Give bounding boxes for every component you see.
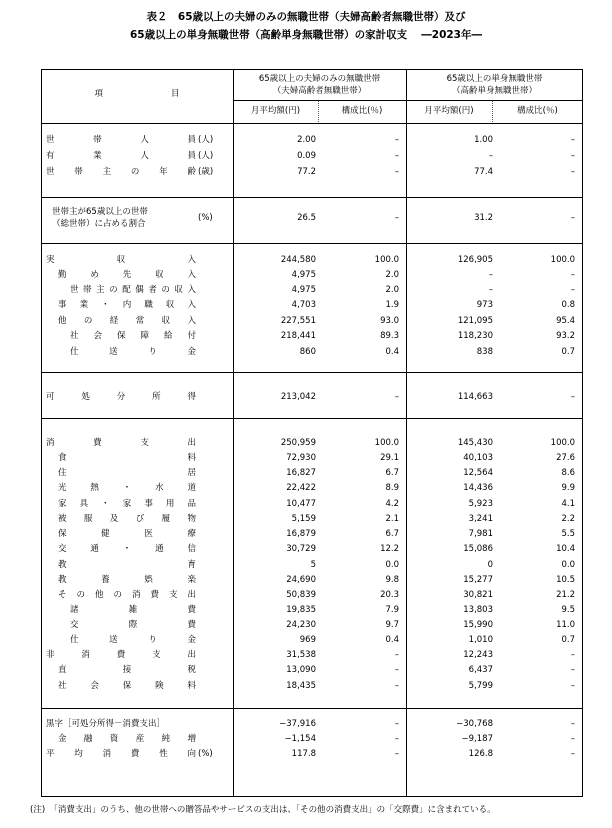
cell-v2: 1.00 bbox=[474, 135, 493, 145]
row-unit: (%) bbox=[198, 749, 213, 759]
row-label: 仕送り金 bbox=[70, 635, 196, 645]
cell-v1: 2.00 bbox=[297, 135, 316, 145]
row-label: 食料 bbox=[58, 453, 196, 463]
cell-r2: – bbox=[570, 167, 575, 177]
cell-r2: 10.5 bbox=[556, 575, 575, 585]
cell-r1: 9.8 bbox=[385, 575, 399, 585]
row-label: 諸雑費 bbox=[70, 605, 196, 615]
cell-r1: – bbox=[394, 167, 399, 177]
table-row bbox=[41, 482, 583, 495]
row-label: 交通・通信 bbox=[58, 544, 196, 554]
cell-v2: 973 bbox=[476, 300, 493, 310]
cell-v2: −9,187 bbox=[461, 734, 493, 744]
cell-r2: – bbox=[570, 270, 575, 280]
cell-v2: 15,990 bbox=[463, 620, 493, 630]
table-row bbox=[41, 604, 583, 617]
cell-v1: 4,703 bbox=[291, 300, 316, 310]
cell-r1: 0.0 bbox=[385, 560, 399, 570]
table-row bbox=[41, 315, 583, 328]
header-group2-sub: （高齢単身無職世帯） bbox=[451, 86, 537, 96]
row-label: その他の消費支出 bbox=[58, 590, 196, 600]
row-label: 世帯人員 bbox=[46, 135, 196, 145]
cell-r2: 0.0 bbox=[561, 560, 575, 570]
cell-r1: – bbox=[394, 749, 399, 759]
cell-v1: 22,422 bbox=[286, 483, 316, 493]
cell-v1: 213,042 bbox=[280, 392, 316, 402]
row-label: 教育 bbox=[58, 560, 196, 570]
header-item: 項 目 bbox=[94, 89, 180, 99]
table-row bbox=[41, 254, 583, 267]
cell-r2: – bbox=[570, 665, 575, 675]
cell-v1: 13,090 bbox=[286, 665, 316, 675]
table-row bbox=[41, 330, 583, 343]
cell-r1: 4.2 bbox=[385, 499, 399, 509]
row-label: 直接税 bbox=[58, 665, 196, 675]
cell-v2: 5,923 bbox=[468, 499, 493, 509]
cell-r1: 2.0 bbox=[385, 285, 399, 295]
cell-v2: 118,230 bbox=[457, 331, 493, 341]
cell-r1: 6.7 bbox=[385, 529, 399, 539]
cell-r2: 2.2 bbox=[561, 514, 575, 524]
header-monthly: 月平均額(円) bbox=[250, 106, 301, 116]
table-row bbox=[41, 589, 583, 602]
cell-r1: 93.0 bbox=[380, 316, 399, 326]
cell-v1: 10,477 bbox=[286, 499, 316, 509]
cell-r2: 95.4 bbox=[556, 316, 575, 326]
cell-v2: 5,799 bbox=[468, 681, 493, 691]
cell-r2: 9.9 bbox=[561, 483, 575, 493]
cell-v1: 19,835 bbox=[286, 605, 316, 615]
cell-v1: 4,975 bbox=[291, 270, 316, 280]
row-label: 教養娯楽 bbox=[58, 575, 196, 585]
cell-r2: 8.6 bbox=[561, 468, 575, 478]
cell-v2: 13,803 bbox=[463, 605, 493, 615]
cell-v1: 16,879 bbox=[286, 529, 316, 539]
cell-v1: 250,959 bbox=[280, 438, 316, 448]
row-label: 金融資産純増 bbox=[58, 734, 196, 744]
section-divider bbox=[41, 243, 583, 244]
table-row bbox=[41, 513, 583, 526]
cell-v1: 0.09 bbox=[297, 151, 316, 161]
table-title-line2: 65歳以上の単身無職世帯（高齢単身無職世帯）の家計収支 ―2023年― bbox=[130, 29, 482, 41]
cell-r2: – bbox=[570, 719, 575, 729]
cell-v2: 114,663 bbox=[457, 392, 493, 402]
cell-v2: 15,277 bbox=[463, 575, 493, 585]
row-label: 社会保険料 bbox=[58, 681, 196, 691]
table-row bbox=[41, 166, 583, 179]
cell-r2: 0.7 bbox=[561, 347, 575, 357]
cell-r2: 21.2 bbox=[556, 590, 575, 600]
cell-r2: 0.8 bbox=[561, 300, 575, 310]
row-label: 事業・内職収入 bbox=[58, 300, 196, 310]
table-row bbox=[41, 748, 583, 761]
cell-v2: 6,437 bbox=[468, 665, 493, 675]
table-row bbox=[41, 467, 583, 480]
cell-v2: 30,821 bbox=[463, 590, 493, 600]
table-row bbox=[41, 680, 583, 693]
cell-r1: – bbox=[394, 734, 399, 744]
row-label: 住居 bbox=[58, 468, 196, 478]
cell-r2: – bbox=[570, 681, 575, 691]
cell-v1: 77.2 bbox=[297, 167, 316, 177]
cell-v1: 26.5 bbox=[297, 213, 316, 223]
cell-v1: −37,916 bbox=[279, 719, 316, 729]
table-row bbox=[41, 299, 583, 312]
cell-r2: 10.4 bbox=[556, 544, 575, 554]
row-label: 家具・家事用品 bbox=[58, 499, 196, 509]
row-label: 社会保障給付 bbox=[70, 331, 196, 341]
table-row bbox=[41, 150, 583, 163]
row-label: 勤め先収入 bbox=[58, 270, 196, 280]
cell-v2: −30,768 bbox=[456, 719, 493, 729]
table-row bbox=[41, 718, 583, 731]
cell-r1: 89.3 bbox=[380, 331, 399, 341]
table-row bbox=[41, 574, 583, 587]
cell-v2: 15,086 bbox=[463, 544, 493, 554]
header-bottom-line bbox=[41, 123, 583, 124]
cell-v1: 4,975 bbox=[291, 285, 316, 295]
table-row bbox=[41, 346, 583, 359]
row-label: 実収入 bbox=[46, 255, 196, 265]
table-row bbox=[41, 649, 583, 662]
cell-v1: 72,930 bbox=[286, 453, 316, 463]
cell-r2: – bbox=[570, 135, 575, 145]
section-divider bbox=[41, 708, 583, 709]
cell-v1: 18,435 bbox=[286, 681, 316, 691]
cell-v2: – bbox=[488, 285, 493, 295]
cell-v1: 5,159 bbox=[291, 514, 316, 524]
cell-v2: 12,564 bbox=[463, 468, 493, 478]
cell-r2: 93.2 bbox=[556, 331, 575, 341]
row-label: 世帯主が65歳以上の世帯 （総世帯）に占める割合 bbox=[52, 207, 148, 229]
cell-v2: 838 bbox=[476, 347, 493, 357]
section-divider bbox=[41, 197, 583, 198]
cell-r2: 11.0 bbox=[556, 620, 575, 630]
cell-v2: 77.4 bbox=[474, 167, 493, 177]
cell-v2: – bbox=[488, 270, 493, 280]
table-row bbox=[41, 619, 583, 632]
row-unit: (%) bbox=[198, 213, 213, 223]
cell-r2: – bbox=[570, 213, 575, 223]
cell-r1: – bbox=[394, 135, 399, 145]
header-ratio2: 構成比(％) bbox=[517, 106, 558, 116]
cell-r2: – bbox=[570, 285, 575, 295]
cell-r2: – bbox=[570, 749, 575, 759]
cell-v2: – bbox=[488, 151, 493, 161]
cell-r2: 4.1 bbox=[561, 499, 575, 509]
table-row bbox=[41, 452, 583, 465]
table-row bbox=[41, 543, 583, 556]
cell-r2: 100.0 bbox=[550, 255, 575, 265]
cell-v1: 969 bbox=[299, 635, 316, 645]
cell-r1: – bbox=[394, 719, 399, 729]
cell-r1: 6.7 bbox=[385, 468, 399, 478]
cell-v2: 12,243 bbox=[463, 650, 493, 660]
row-unit: (人) bbox=[198, 135, 214, 145]
cell-v1: 24,690 bbox=[286, 575, 316, 585]
cell-r1: 29.1 bbox=[380, 453, 399, 463]
cell-r1: – bbox=[394, 392, 399, 402]
header-divider bbox=[233, 100, 583, 101]
cell-r1: – bbox=[394, 681, 399, 691]
row-label: 仕送り金 bbox=[70, 347, 196, 357]
table-row bbox=[41, 634, 583, 647]
cell-v1: 218,441 bbox=[280, 331, 316, 341]
row-label: 光熱・水道 bbox=[58, 483, 196, 493]
row-label: 可処分所得 bbox=[46, 392, 196, 402]
table-row bbox=[41, 206, 583, 232]
row-label: 他の経常収入 bbox=[58, 316, 196, 326]
cell-v1: 244,580 bbox=[280, 255, 316, 265]
cell-r1: – bbox=[394, 213, 399, 223]
cell-r1: – bbox=[394, 151, 399, 161]
cell-v1: −1,154 bbox=[284, 734, 316, 744]
cell-v1: 50,839 bbox=[286, 590, 316, 600]
section-divider bbox=[41, 372, 583, 373]
cell-r1: 9.7 bbox=[385, 620, 399, 630]
row-unit: (歳) bbox=[198, 167, 214, 177]
table-row bbox=[41, 391, 583, 404]
cell-r1: 1.9 bbox=[385, 300, 399, 310]
cell-r2: – bbox=[570, 392, 575, 402]
cell-r1: 2.0 bbox=[385, 270, 399, 280]
cell-v2: 40,103 bbox=[463, 453, 493, 463]
header-group2: 65歳以上の単身無職世帯 bbox=[446, 74, 543, 84]
cell-v2: 1,010 bbox=[468, 635, 493, 645]
cell-r2: – bbox=[570, 151, 575, 161]
header-monthly2: 月平均額(円) bbox=[424, 106, 474, 116]
cell-r1: 12.2 bbox=[380, 544, 399, 554]
table-row bbox=[41, 437, 583, 450]
header-group1-sub: （夫婦高齢者無職世帯） bbox=[272, 86, 367, 96]
table-row bbox=[41, 733, 583, 746]
table-row bbox=[41, 664, 583, 677]
cell-r2: 27.6 bbox=[556, 453, 575, 463]
row-label: 世帯主の配偶者の収入 bbox=[70, 285, 196, 295]
row-label: 交際費 bbox=[70, 620, 196, 630]
row-label: 平均消費性向 bbox=[46, 749, 196, 759]
cell-r2: 9.5 bbox=[561, 605, 575, 615]
cell-v2: 7,981 bbox=[468, 529, 493, 539]
header-group1: 65歳以上の夫婦のみの無職世帯 bbox=[258, 74, 381, 84]
row-label: 被服及び履物 bbox=[58, 514, 196, 524]
cell-v2: 145,430 bbox=[457, 438, 493, 448]
table-title-line1: 表２ 65歳以上の夫婦のみの無職世帯（夫婦高齢者無職世帯）及び bbox=[146, 11, 466, 23]
cell-v1: 5 bbox=[310, 560, 316, 570]
row-label: 非消費支出 bbox=[46, 650, 196, 660]
row-label: 消費支出 bbox=[46, 438, 196, 448]
cell-r1: 100.0 bbox=[374, 438, 399, 448]
cell-r1: – bbox=[394, 650, 399, 660]
row-label: 有業人員 bbox=[46, 151, 196, 161]
cell-v2: 31.2 bbox=[474, 213, 493, 223]
table-row bbox=[41, 528, 583, 541]
cell-v2: 126.8 bbox=[468, 749, 493, 759]
cell-r1: – bbox=[394, 665, 399, 675]
cell-v1: 117.8 bbox=[291, 749, 316, 759]
table-row bbox=[41, 269, 583, 282]
cell-v2: 3,241 bbox=[468, 514, 493, 524]
footnote-text: (注) 「消費支出」のうち、他の世帯への贈答品やサービスの支出は、「その他の消費支出」の「交際費」に含まれている。 bbox=[30, 805, 496, 815]
row-label: 黒字［可処分所得－消費支出］ bbox=[46, 719, 166, 729]
cell-r1: 8.9 bbox=[385, 483, 399, 493]
cell-v2: 0 bbox=[487, 560, 493, 570]
cell-v1: 16,827 bbox=[286, 468, 316, 478]
cell-r1: 7.9 bbox=[385, 605, 399, 615]
cell-r2: 100.0 bbox=[550, 438, 575, 448]
cell-v2: 126,905 bbox=[457, 255, 493, 265]
header-ratio: 構成比(％) bbox=[341, 106, 383, 116]
cell-v2: 14,436 bbox=[463, 483, 493, 493]
cell-r2: – bbox=[570, 650, 575, 660]
row-label: 保健医療 bbox=[58, 529, 196, 539]
cell-r2: – bbox=[570, 734, 575, 744]
cell-v2: 121,095 bbox=[457, 316, 493, 326]
table-row bbox=[41, 498, 583, 511]
cell-v1: 30,729 bbox=[286, 544, 316, 554]
cell-v1: 31,538 bbox=[286, 650, 316, 660]
cell-v1: 227,551 bbox=[280, 316, 316, 326]
cell-r1: 2.1 bbox=[385, 514, 399, 524]
cell-r2: 0.7 bbox=[561, 635, 575, 645]
cell-r1: 20.3 bbox=[380, 590, 399, 600]
table-row bbox=[41, 559, 583, 572]
cell-r1: 0.4 bbox=[385, 347, 399, 357]
cell-r2: 5.5 bbox=[561, 529, 575, 539]
section-divider bbox=[41, 418, 583, 419]
row-label: 世帯主の年齢 bbox=[46, 167, 196, 177]
cell-r1: 100.0 bbox=[374, 255, 399, 265]
table-row bbox=[41, 284, 583, 297]
cell-r1: 0.4 bbox=[385, 635, 399, 645]
cell-v1: 24,230 bbox=[286, 620, 316, 630]
cell-v1: 860 bbox=[299, 347, 316, 357]
table-row bbox=[41, 134, 583, 147]
row-unit: (人) bbox=[198, 151, 214, 161]
